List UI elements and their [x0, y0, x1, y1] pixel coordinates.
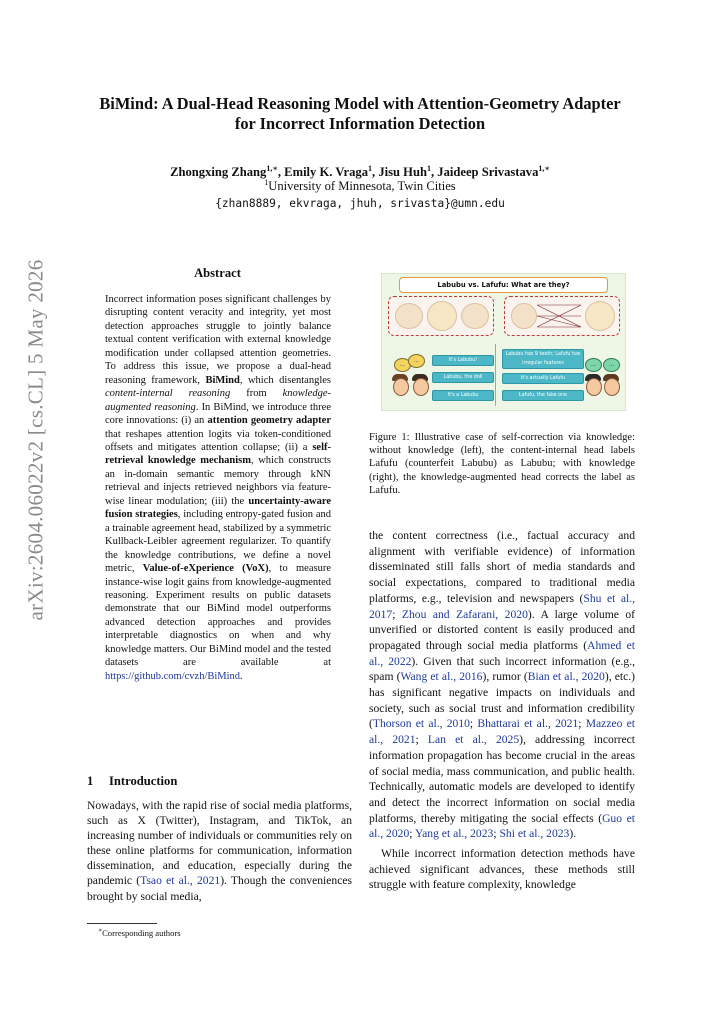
abstract-bold-term: self-retrieval knowledge mechanism — [105, 441, 331, 467]
author-affiliation-mark: 1,∗ — [266, 164, 278, 173]
footnote-rule — [87, 923, 157, 924]
abstract-heading: Abstract — [194, 266, 241, 280]
person-avatar-icon — [586, 378, 602, 396]
intro-text-run: ; — [415, 733, 428, 747]
intro-text-run: ; — [469, 717, 478, 731]
author-affiliation-mark: 1,∗ — [538, 164, 550, 173]
intro-text-run: the content correctness (i.e., factual accuracy and alignment with verifiable evidence) of information disseminated still falls short of media standards and social expectations, compared to traditional media platforms, e.g., television and newspapers ( — [369, 529, 635, 605]
figure-right-image-panel — [504, 296, 620, 336]
intro-text-run: ; — [493, 827, 500, 841]
intro-text-run: ). A large volume of unverified or distorted content is easily produced and propagated through social media platforms ( — [369, 607, 636, 652]
author-name: Jaideep Srivastava — [437, 165, 539, 180]
citation-link[interactable]: Bhattarai et al., 2021 — [477, 717, 579, 731]
author-affiliation — [80, 178, 640, 194]
paper-title-line-2: for Incorrect Information Detection — [234, 113, 486, 133]
abstract-italic-term: knowledge-augmented reasoning — [105, 388, 331, 413]
intro-text-run: Nowadays, with the rapid rise of social media platforms, such as X (Twitter), Instagram, and TikTok, an increasing number of individuals or communities rely on these online platforms for communication, information dissemination, and education, especially during the pandemic ( — [87, 799, 352, 888]
attention-connection-lines — [537, 301, 581, 331]
figure-left-image-panel — [388, 296, 494, 336]
figure-divider — [495, 344, 496, 406]
abstract-body — [105, 293, 331, 683]
intro-text-run: ; — [578, 717, 586, 731]
abstract-text-run: , which disentangles — [239, 374, 331, 386]
person-avatar-icon — [413, 378, 429, 396]
abstract-text-run: , to measure instance-wise logit gains from knowledge-augmented reasoning. Experiment results on public datasets demonstrate that our BiMind model outperforms advanced detection approaches and provides interpretable diagnostics on when and why knowledge matters. Our BiMind model and the tested datasets are available at — [105, 563, 331, 669]
arxiv-identifier-stamp — [22, 180, 50, 700]
author-separator: , — [277, 165, 285, 180]
right-answer-bubble: Lafufu, the fake one — [502, 390, 584, 401]
lafufu-doll-image — [461, 303, 489, 329]
github-repository-link[interactable]: https://github.com/cvzh/BiMind — [105, 670, 241, 682]
thinking-bubble-icon: … — [408, 354, 425, 368]
introduction-body-right — [369, 528, 635, 893]
person-avatar-icon — [393, 378, 409, 396]
intro-paragraph — [369, 528, 635, 842]
paper-title — [80, 94, 640, 133]
author-emails: {zhan8889, ekvraga, jhuh, srivasta}@umn.edu — [215, 197, 505, 210]
intro-text-run: ). — [569, 827, 577, 841]
abstract-italic-term: content-internal reasoning — [105, 388, 231, 400]
right-knowledge-bubble: Labubu has 9 teeth; Lafufu has irregular features — [502, 349, 584, 369]
abstract-text-run: from — [230, 388, 283, 400]
thinking-bubble-icon: … — [394, 358, 411, 372]
author-separator: , — [372, 165, 379, 180]
right-answer-bubble: It's actually Lafufu — [502, 373, 584, 384]
section-number: 1 — [87, 774, 94, 788]
author-name: Jisu Huh — [378, 165, 427, 180]
citation-link[interactable]: Bian et al., 2020 — [527, 670, 605, 684]
labubu-doll-image — [395, 303, 423, 329]
intro-paragraph: While incorrect information detection methods have achieved significant advances, these methods still struggle with feature complexity, knowledge — [369, 847, 635, 892]
intro-text-run: ; — [392, 607, 402, 621]
abstract-bold-term: attention geometry adapter — [207, 415, 331, 427]
left-answer-bubble: It's a Labubu — [432, 390, 494, 401]
author-separator: , — [430, 165, 438, 180]
labubu-doll-image — [585, 301, 615, 331]
footnote — [98, 927, 181, 938]
section-title: Introduction — [109, 774, 178, 788]
footnote-text: Corresponding authors — [102, 927, 181, 938]
section-heading-introduction — [87, 774, 177, 789]
intro-text-run: ), etc.) has significant negative impacts on individuals and society, such as social trust and information credibility ( — [369, 670, 636, 731]
abstract-text-run: , which constructs an in-domain semantic memory through kNN retrieval and injects retrieved neighbors via feature-wise linear modulation; (iii) the — [105, 455, 331, 507]
citation-link[interactable]: Lan et al., 2025 — [427, 733, 520, 747]
abstract-text-run: , including entropy-gated fusion and a trainable agreement head, stabilized by a symmetric Kullback-Leibler agreement regularizer. To quantify the knowledge contributions, we define a novel metric, — [105, 509, 331, 575]
citation-link[interactable]: Mazzeo et al., 2021 — [369, 717, 635, 747]
citation-link[interactable]: Shi et al., 2023 — [499, 827, 570, 841]
author-affiliation-mark: 1 — [426, 164, 431, 173]
introduction-body-left — [87, 798, 352, 904]
figure-1-illustration — [381, 273, 626, 411]
person-avatar-icon — [604, 378, 620, 396]
abstract-bold-term: Value-of-eXperience (VoX) — [142, 563, 269, 575]
citation-link[interactable]: Shu et al., 2017 — [369, 591, 635, 621]
citation-link[interactable]: Thorson et al., 2010 — [372, 717, 470, 731]
arxiv-identifier-text: arXiv:2604.06022v2 [cs.CL] 5 May 2026 — [23, 259, 48, 621]
author-name: Emily K. Vraga — [284, 165, 369, 180]
affiliation-mark: 1 — [264, 178, 269, 187]
intro-text-run: ). Though the conveniences brought by social media, — [87, 874, 353, 903]
citation-link[interactable]: Tsao et al., 2021 — [140, 874, 221, 888]
author-name: Zhongxing Zhang — [170, 165, 267, 180]
abstract-text-run: . — [240, 670, 243, 682]
abstract-text-run: that reshapes attention logits via token-conditioned offsets and mitigates attention collapse; (ii) a — [105, 428, 331, 453]
labubu-doll-image — [427, 301, 457, 331]
citation-link[interactable]: Guo et al., 2020 — [369, 811, 635, 841]
abstract-bold-term: BiMind — [205, 374, 240, 386]
citation-link[interactable]: Ahmed et al., 2022 — [369, 638, 635, 668]
abstract-text-run: Incorrect information poses significant challenges by disrupting content veracity and integrity, yet most detection approaches struggle to jointly balance textual content verification with external knowledge modification under collapsed attention geometries. To address this issue, we propose a dual-head reasoning framework, — [105, 294, 331, 386]
footnote-mark: ∗ — [98, 928, 103, 934]
citation-link[interactable]: Zhou and Zafarani, 2020 — [401, 607, 528, 621]
abstract-text-run: . In BiMind, we introduce three core innovations: (i) an — [105, 401, 331, 427]
affiliation-text: University of Minnesota, Twin Cities — [268, 179, 456, 194]
left-answer-bubble: It's Labubu! — [432, 355, 494, 366]
figure-title-banner: Labubu vs. Lafufu: What are they? — [399, 277, 608, 293]
speech-bubble-icon: … — [603, 358, 620, 372]
speech-bubble-icon: … — [585, 358, 602, 372]
intro-text-run: ). Given that such incorrect information (e.g., spam ( — [369, 654, 635, 684]
figure-1-caption: Figure 1: Illustrative case of self-correction via knowledge: without knowledge (left), the content-internal head labels Lafufu (counterfeit Labubu) as Labubu; with knowledge (right), the knowledge-augmented head corrects the label as Lafufu. — [369, 432, 635, 496]
left-answer-bubble: Labubu, the doll — [432, 372, 494, 383]
citation-link[interactable]: Yang et al., 2023 — [414, 827, 494, 841]
paper-title-line-1: BiMind: A Dual-Head Reasoning Model with Attention-Geometry Adapter — [99, 94, 621, 113]
abstract-bold-term: uncertainty-aware fusion strategies — [105, 495, 331, 521]
citation-link[interactable]: Wang et al., 2016 — [400, 670, 483, 684]
intro-text-run: ), rumor ( — [482, 670, 528, 684]
author-affiliation-mark: 1 — [368, 164, 373, 173]
lafufu-doll-image — [511, 303, 537, 329]
intro-text-run: ; — [409, 827, 415, 841]
intro-text-run: ), addressing incorrect information propagation has become crucial in the areas of social media, mass communication, and public health. Technically, automatic models are developed to identify and detect the incorrect information on social media platforms, thereby mitigating the social effects ( — [369, 733, 635, 825]
